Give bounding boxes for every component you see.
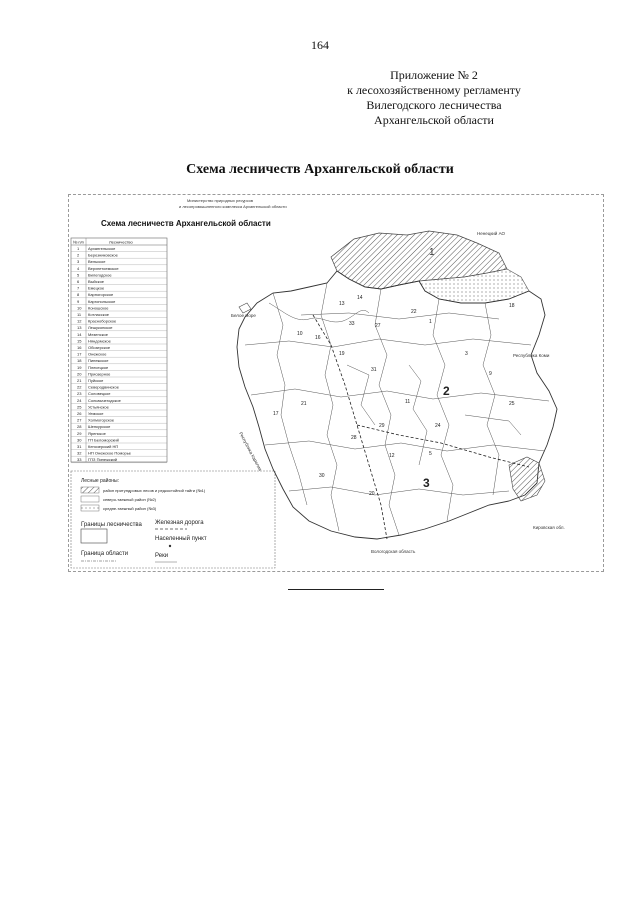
table-cell-forestry: Няндомское [88, 338, 111, 344]
table-cell-forestry: Кенозерский НП [88, 444, 119, 449]
table-header-number: № п/п [73, 239, 84, 245]
table-cell-forestry: Выйское [88, 279, 105, 284]
legend-item: северо-таежный район (№2) [103, 497, 157, 502]
appendix-line: к лесохозяйственному регламенту [347, 83, 521, 97]
document-title: Схема лесничеств Архангельской области [186, 162, 454, 177]
table-cell-forestry: ГП Беломорский [88, 437, 119, 443]
region-number: 31 [371, 367, 377, 373]
table-cell-forestry: Сольвычегодское [88, 397, 121, 403]
region-number: 20 [369, 491, 375, 497]
map-header-line: Министерство природных ресурсов [187, 198, 254, 203]
table-cell-forestry: Соловецкое [88, 391, 111, 397]
table-cell-forestry: Пинежское [88, 358, 109, 364]
legend-region-border: Граница области [81, 551, 129, 557]
table-cell-number: 1 [77, 246, 80, 251]
table-cell-forestry: Холмогорское [88, 417, 115, 423]
map-inner-title: Схема лесничеств Архангельской области [101, 219, 271, 228]
legend-rivers: Реки [155, 553, 169, 559]
table-cell-forestry: Яренское [88, 430, 106, 436]
table-cell-number: 32 [77, 450, 82, 456]
signature-line [288, 589, 384, 590]
table-cell-forestry: Каргопольское [88, 298, 116, 304]
table-cell-forestry: Обозерское [88, 345, 111, 350]
table-cell-forestry: Котласское [88, 312, 110, 317]
region-number: 17 [273, 411, 279, 417]
legend-railway: Железная дорога [155, 520, 204, 526]
legend-swatch-zone3 [81, 505, 99, 511]
forestry-table [71, 238, 167, 463]
table-cell-forestry: Архангельское [88, 246, 116, 251]
region-number: 5 [429, 451, 432, 457]
table-cell-number: 24 [77, 397, 82, 403]
region-number: 13 [339, 301, 345, 307]
table-cell-forestry: Онежское [88, 351, 107, 357]
region-number: 9 [489, 371, 492, 377]
table-cell-number: 11 [77, 312, 82, 317]
table-cell-forestry: Емецкое [88, 285, 105, 291]
region-number: 22 [411, 309, 417, 315]
table-cell-number: 17 [77, 351, 82, 357]
table-cell-forestry: ГПЗ Пинежский [88, 457, 117, 463]
table-cell-forestry: Мезенское [88, 331, 108, 337]
table-cell-forestry: Пуйское [88, 378, 104, 383]
table-cell-forestry: Березниковское [88, 252, 118, 258]
table-cell-number: 22 [77, 384, 82, 390]
map-canvas [69, 195, 605, 573]
table-cell-forestry: НП Онежское Поморье [88, 450, 132, 456]
zone-number: 2 [443, 384, 450, 398]
table-cell-number: 14 [77, 331, 82, 337]
table-cell-forestry: Устьянское [88, 404, 109, 410]
label-kirov: Кировская обл. [533, 525, 565, 530]
table-cell-number: 3 [77, 259, 80, 265]
table-cell-number: 27 [77, 417, 82, 423]
region-number: 25 [509, 401, 515, 407]
region-number: 28 [351, 435, 357, 441]
table-cell-number: 30 [77, 437, 82, 443]
table-cell-number: 31 [77, 444, 82, 449]
appendix-line: Приложение № 2 [390, 68, 478, 82]
table-cell-number: 10 [77, 305, 82, 311]
table-cell-forestry: Коношское [88, 305, 109, 311]
label-komi: Республика Коми [513, 353, 550, 358]
table-cell-forestry: Вельское [88, 259, 106, 265]
appendix-line: Вилегодского лесничества [366, 98, 502, 112]
label-nenets: Ненецкий АО [477, 231, 505, 236]
label-vologda: Вологодская область [371, 549, 416, 554]
table-cell-number: 28 [77, 424, 82, 430]
appendix-note [304, 68, 564, 128]
legend-swatch-zone1 [81, 487, 99, 493]
table-header-name: Лесничество [109, 239, 133, 245]
table-cell-forestry: Верхнетоемское [88, 265, 119, 271]
region-number: 11 [405, 399, 411, 405]
legend-forestry-border: Границы лесничества [81, 522, 142, 528]
region-number: 29 [379, 423, 385, 429]
table-cell-number: 23 [77, 391, 82, 397]
table-cell-number: 20 [77, 371, 82, 377]
region-number: 33 [349, 321, 355, 327]
table-cell-number: 9 [77, 298, 80, 304]
map-header-line: и лесопромышленного комплекса Архангельской области [179, 204, 287, 209]
table-cell-forestry: Вилегодское [88, 272, 112, 278]
region-number: 3 [465, 351, 468, 357]
table-cell-number: 8 [77, 292, 80, 298]
legend-settlement: Населенный пункт [155, 536, 207, 542]
label-white-sea: Белое море [231, 313, 256, 318]
table-cell-number: 25 [77, 404, 82, 410]
region-number: 19 [339, 351, 345, 357]
region-number: 14 [357, 295, 363, 301]
table-cell-number: 7 [77, 285, 80, 291]
zone-number: 3 [423, 476, 430, 490]
map-legend [71, 471, 275, 568]
region-map [237, 231, 557, 539]
region-number: 12 [389, 453, 395, 459]
legend-forestry-border-symbol [81, 529, 107, 543]
table-cell-number: 33 [77, 457, 82, 463]
legend-swatch-zone2 [81, 496, 99, 502]
table-cell-number: 2 [77, 252, 80, 258]
table-cell-number: 6 [77, 279, 80, 284]
table-cell-forestry: Карпогорское [88, 292, 114, 298]
table-cell-number: 18 [77, 358, 82, 364]
region-number: 10 [297, 331, 303, 337]
table-cell-number: 26 [77, 411, 82, 416]
region-number: 24 [435, 423, 441, 429]
region-number: 18 [509, 303, 515, 309]
region-number: 1 [429, 319, 432, 325]
zone-number: 1 [429, 247, 435, 258]
region-number: 30 [319, 473, 325, 479]
region-number: 21 [301, 401, 307, 407]
appendix-line: Архангельской области [374, 113, 494, 127]
table-cell-forestry: Шенкурское [88, 424, 111, 430]
legend-item: район притундровых лесов и редкостойной тайги (№1) [103, 488, 206, 493]
legend-title: Лесные районы: [81, 478, 119, 484]
table-cell-forestry: Уемское [88, 411, 104, 416]
page-number: 164 [311, 38, 329, 52]
label-karelia: Республика Карелия [238, 431, 263, 472]
table-cell-forestry: Лешуконское [88, 325, 113, 331]
table-cell-number: 13 [77, 325, 82, 331]
table-cell-forestry: Плесецкое [88, 364, 109, 370]
table-cell-forestry: Приозерное [88, 371, 111, 377]
table-cell-number: 29 [77, 430, 82, 436]
legend-item: средне-таежный район (№3) [103, 506, 157, 511]
table-cell-forestry: Красноборское [88, 318, 117, 324]
table-cell-number: 15 [77, 338, 82, 344]
table-cell-number: 19 [77, 364, 82, 370]
region-number: 16 [315, 335, 321, 341]
table-cell-number: 16 [77, 345, 82, 350]
table-cell-number: 5 [77, 272, 80, 278]
table-cell-number: 21 [77, 378, 82, 383]
map-figure [68, 194, 604, 572]
table-cell-forestry: Северодвинское [88, 384, 119, 390]
region-number: 27 [375, 323, 381, 329]
table-cell-number: 4 [77, 265, 80, 271]
table-cell-number: 12 [77, 318, 82, 324]
